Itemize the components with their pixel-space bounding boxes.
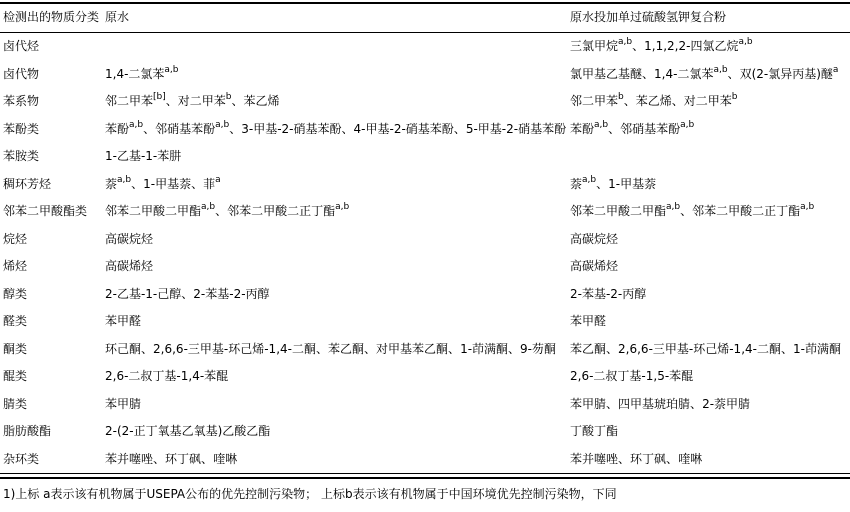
compound: 邻硝基苯酚$^{a,b}$: [620, 119, 695, 136]
treated-water-cell: [570, 226, 850, 254]
compound: 2-苯基-2-丙醇: [193, 286, 270, 301]
treated-water-cell: 氯甲基乙基醚、1,4-二氯苯$^{a,b}$、双(2-氯异丙基)醚$^a$: [570, 64, 839, 81]
compound: 高碳烷烃: [570, 231, 619, 246]
compound: 喹啉: [678, 451, 703, 466]
compound: 苯甲腈: [570, 396, 607, 411]
table-row: [0, 61, 850, 89]
raw-water-cell: [105, 253, 570, 281]
treated-water-cell: [570, 253, 850, 281]
compound-classification-table: [0, 2, 850, 479]
table-row: [0, 171, 850, 199]
compound: 高碳烯烃: [570, 259, 619, 273]
compound: 1,4-二氯苯$^{a,b}$: [105, 64, 179, 81]
compound: 邻二甲苯[b]: [105, 92, 166, 108]
compound: 3-甲基-2-硝基苯酚: [241, 121, 342, 136]
compound: 苯甲腈: [105, 396, 142, 411]
superscript: b: [225, 92, 232, 102]
treated-water-cell: 邻二甲苯$^b$、苯乙烯、对二甲苯$^b$: [570, 92, 738, 108]
superscript: a: [215, 174, 221, 185]
compound: 萘$^{a,b}$: [105, 174, 132, 191]
compound: 菲$^a$: [203, 174, 221, 191]
superscript: a,b: [800, 202, 815, 212]
treated-water-cell: 苯酚$^{a,b}$、邻硝基苯酚$^{a,b}$: [570, 119, 695, 136]
table-row: [0, 88, 850, 116]
treated-water-cell: [570, 308, 850, 336]
compound: 丁酸丁酯: [570, 424, 619, 438]
compound: 萘$^{a,b}$: [570, 174, 597, 191]
compound: 5-甲基-2-硝基苯酚: [465, 121, 567, 136]
category-cell: 卤代物: [3, 66, 40, 81]
compound: 1,1,2,2-四氯乙烷$^{a,b}$: [644, 37, 753, 53]
compound: 1,4-二氯苯$^{a,b}$: [654, 64, 728, 81]
category-cell: 苯酚类: [3, 121, 40, 136]
compound: 苯并噻唑: [105, 451, 154, 466]
treated-water-cell: 邻苯二甲酸二甲酯$^{a,b}$、邻苯二甲酸二正丁酯$^{a,b}$: [570, 202, 815, 218]
table-row: [0, 308, 850, 336]
compound: 双(2-氯异丙基)醚$^a$: [739, 64, 839, 81]
treated-water-cell: 苯并噻唑、环丁砜、喹啉: [570, 451, 703, 466]
raw-water-cell: 环己酮、2,6,6-三甲基-环己烯-1,4-二酮、苯乙酮、对甲基苯乙酮、1-茚满酮、9-芴酮: [105, 341, 557, 356]
compound: 2,6,6-三甲基-环己烯-1,4-二酮: [153, 341, 316, 356]
header-raw-water: 原水: [105, 10, 130, 25]
treated-water-cell: [570, 281, 850, 309]
treated-water-cell: 三氯甲烷$^{a,b}$、1,1,2,2-四氯乙烷$^{a,b}$: [570, 37, 753, 53]
category-cell: 烯烃: [3, 259, 28, 273]
superscript: a: [832, 64, 839, 75]
superscript: a,b: [666, 202, 681, 212]
superscript: a,b: [713, 64, 728, 75]
raw-water-cell: 苯酚$^{a,b}$、邻硝基苯酚$^{a,b}$、3-甲基-2-硝基苯酚、4-甲基-2-硝基苯酚、5-甲基-2-硝基苯酚: [105, 119, 567, 136]
compound: 1-乙基-1-苯肼: [105, 149, 182, 163]
table-row: [0, 116, 850, 144]
superscript: a,b: [594, 119, 609, 130]
compound: 环己酮: [105, 341, 142, 356]
category-cell: 卤代烃: [3, 39, 40, 53]
compound: 氯甲基乙基醚: [570, 66, 643, 81]
table-row: [0, 281, 850, 309]
compound: 邻苯二甲酸二正丁酯$^{a,b}$: [692, 202, 815, 218]
compound: 苯酚$^{a,b}$: [105, 119, 144, 136]
table-row: [0, 253, 850, 281]
compound: 邻硝基苯酚$^{a,b}$: [155, 119, 230, 136]
treated-water-cell: 苯甲腈、四甲基琥珀腈、2-萘甲腈: [570, 396, 751, 411]
category-cell: 烷烃: [3, 231, 28, 246]
compound: 1-甲基萘: [143, 176, 192, 191]
superscript: a,b: [335, 202, 350, 212]
header-category: 检测出的物质分类: [3, 10, 100, 25]
compound: 喹啉: [213, 451, 238, 466]
table-bottom-rule: [0, 473, 850, 479]
compound: 苯乙烯: [635, 94, 672, 108]
superscript: a,b: [582, 174, 597, 185]
raw-water-cell: 萘$^{a,b}$、1-甲基萘、菲$^a$: [105, 174, 221, 191]
raw-water-cell: [105, 418, 570, 446]
compound: 高碳烯烃: [105, 259, 154, 273]
treated-water-cell: [570, 418, 850, 446]
table-row: [0, 33, 850, 61]
compound: 环丁砜: [165, 451, 202, 466]
category-cell: 杂环类: [3, 451, 40, 466]
compound: 对二甲苯$^b$: [683, 92, 738, 108]
compound: 1-茚满酮: [793, 341, 841, 356]
superscript: a,b: [117, 174, 132, 185]
compound: 苯乙烯: [243, 94, 280, 108]
superscript: a,b: [215, 119, 230, 130]
table-header-row: [0, 4, 850, 32]
treated-water-cell: 苯乙酮、2,6,6-三甲基-环己烯-1,4-二酮、1-茚满酮: [570, 341, 841, 356]
table-row: [0, 336, 850, 364]
compound: 对甲基苯乙酮: [376, 341, 449, 356]
raw-water-cell: 苯并噻唑、环丁砜、喹啉: [105, 451, 238, 466]
compound: 四甲基琥珀腈: [618, 396, 691, 411]
compound: 苯甲醛: [570, 314, 607, 328]
treated-water-cell: [570, 363, 850, 391]
category-cell: 脂肪酸酯: [3, 424, 52, 438]
raw-water-cell: 邻苯二甲酸二甲酯$^{a,b}$、邻苯二甲酸二正丁酯$^{a,b}$: [105, 202, 350, 218]
superscript: b: [618, 92, 624, 102]
table-row: [0, 363, 850, 391]
raw-water-cell: [105, 143, 570, 171]
superscript: a,b: [618, 37, 633, 47]
compound: 2,6,6-三甲基-环己烯-1,4-二酮: [618, 341, 781, 356]
category-cell: 邻苯二甲酸酯类: [3, 204, 88, 218]
category-cell: 醌类: [3, 369, 28, 383]
compound: 4-甲基-2-硝基苯酚: [353, 121, 454, 136]
raw-water-cell: [105, 308, 570, 336]
table-row: [0, 143, 850, 171]
table-row: [0, 198, 850, 226]
superscript: [b]: [153, 92, 166, 102]
table-footnote: 1)上标 a表示该有机物属于USEPA公布的优先控制污染物； 上标b表示该有机物属于中国环境优先控制污染物，下同: [3, 487, 617, 501]
compound: 邻苯二甲酸二正丁酯$^{a,b}$: [227, 202, 350, 218]
compound: 2,6-二叔丁基-1,5-苯醌: [570, 369, 694, 383]
raw-water-cell: [105, 226, 570, 254]
compound: 苯酚$^{a,b}$: [570, 119, 609, 136]
superscript: a,b: [680, 119, 695, 130]
compound: 2-苯基-2-丙醇: [570, 286, 647, 301]
compound: 高碳烷烃: [105, 231, 154, 246]
category-cell: 酮类: [3, 341, 28, 356]
category-cell: 醛类: [3, 314, 28, 328]
compound: 苯并噻唑: [570, 451, 619, 466]
raw-water-cell: [105, 61, 570, 89]
compound: 1-甲基萘: [608, 176, 657, 191]
category-cell: 醇类: [3, 286, 28, 301]
compound: 2-(2-正丁氧基乙氧基)乙酸乙酯: [105, 424, 271, 438]
raw-water-cell: [105, 363, 570, 391]
category-cell: 苯系物: [3, 94, 40, 108]
compound: 环丁砜: [630, 451, 667, 466]
compound: 苯乙酮: [328, 341, 365, 356]
superscript: a,b: [738, 37, 753, 47]
compound: 1-茚满酮: [460, 341, 509, 356]
table-row: [0, 418, 850, 446]
compound: 邻苯二甲酸二甲酯$^{a,b}$: [570, 202, 681, 218]
category-cell: 稠环芳烃: [3, 176, 52, 191]
compound: 9-芴酮: [520, 341, 557, 356]
raw-water-cell: [105, 391, 570, 419]
superscript: a,b: [129, 119, 144, 130]
category-cell: 腈类: [3, 396, 28, 411]
compound: 邻二甲苯$^b$: [570, 92, 624, 108]
compound: 邻苯二甲酸二甲酯$^{a,b}$: [105, 202, 216, 218]
raw-water-cell: 邻二甲苯[b]、对二甲苯$^b$、苯乙烯: [105, 92, 280, 108]
superscript: a,b: [164, 64, 179, 75]
header-treated-water: 原水投加单过硫酸氢钾复合粉: [570, 10, 727, 25]
compound: 三氯甲烷$^{a,b}$: [570, 37, 633, 53]
compound: 2-乙基-1-己醇: [105, 286, 182, 301]
superscript: a,b: [201, 202, 216, 212]
superscript: b: [731, 92, 738, 102]
table-row: [0, 391, 850, 419]
compound: 对二甲苯$^b$: [177, 92, 232, 108]
table-row: [0, 446, 850, 474]
treated-water-cell: 萘$^{a,b}$、1-甲基萘: [570, 174, 657, 191]
compound: 2-萘甲腈: [702, 396, 751, 411]
raw-water-cell: 2-乙基-1-己醇、2-苯基-2-丙醇: [105, 286, 270, 301]
table-body: [0, 33, 850, 473]
category-cell: 苯胺类: [3, 149, 40, 163]
compound: 苯乙酮: [570, 341, 607, 356]
compound: 苯甲醛: [105, 314, 142, 328]
compound: 2,6-二叔丁基-1,4-苯醌: [105, 369, 229, 383]
table-row: [0, 226, 850, 254]
